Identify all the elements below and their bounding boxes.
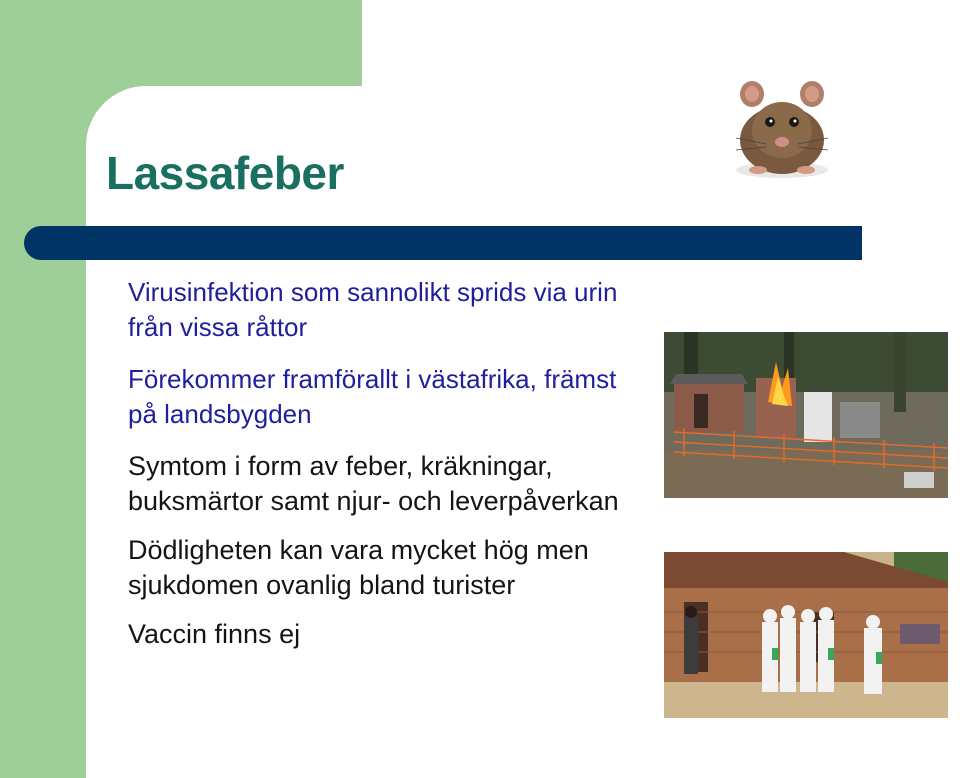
bullet-item: Symtom i form av feber, kräkningar, buksmärtor samt njur- och leverpåverkan xyxy=(128,451,619,516)
bullet-item: Förekommer framförallt i västafrika, främst på landsbygden xyxy=(128,364,617,429)
title-divider-bar xyxy=(24,226,862,260)
bullet-item: Vaccin finns ej xyxy=(128,619,301,649)
hazmat-workers-photo xyxy=(664,552,948,718)
burning-hut-photo xyxy=(664,332,948,498)
bullet-item: Dödligheten kan vara mycket hög men sjukdomen ovanlig bland turister xyxy=(128,535,589,600)
slide-title: Lassafeber xyxy=(106,147,344,199)
bullet-item: Virusinfektion som sannolikt sprids via urin från vissa råttor xyxy=(128,277,618,342)
rat-image xyxy=(722,70,842,186)
bullet-list xyxy=(128,275,648,666)
